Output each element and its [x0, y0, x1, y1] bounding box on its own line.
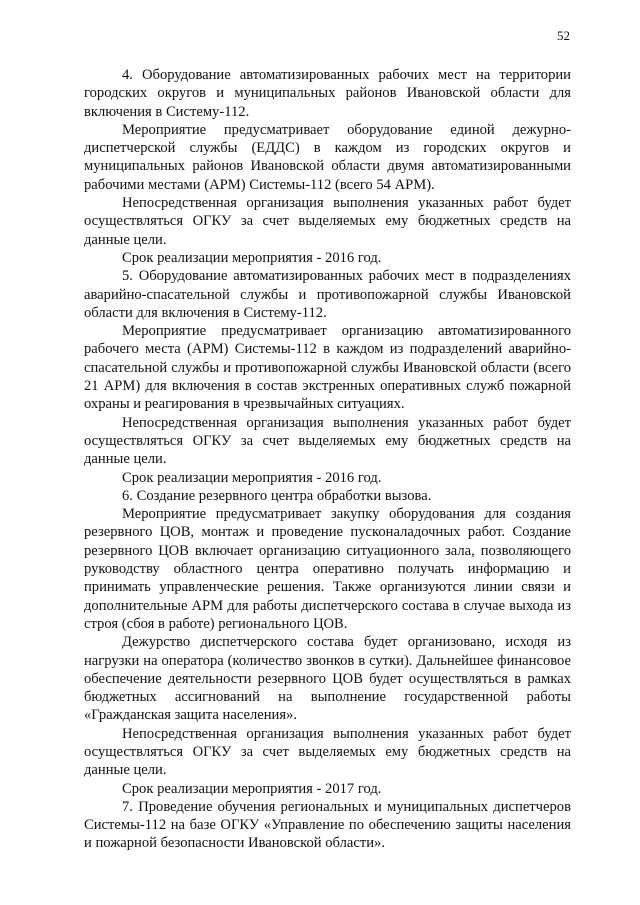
paragraph-item-5-heading: 5. Оборудование автоматизированных рабочих мест в подразделениях аварийно-спасательной службы и противопожарной службы Ивановской области для включения в Систему-112. — [84, 268, 571, 321]
paragraph-item-6-funding: Непосредственная организация выполнения указанных работ будет осуществляться ОГКУ за счет выделяемых ему бюджетных средств на данные цели. — [84, 725, 571, 779]
paragraph-item-7-heading: 7. Проведение обучения региональных и муниципальных диспетчеров Системы-112 на базе ОГКУ «Управление по обеспечению защиты населения и пожарной безопасности Ивановской области». — [84, 798, 571, 852]
paragraph-item-4-description: Мероприятие предусматривает оборудование единой дежурно-диспетчерской службы (ЕДДС) в каждом из городских округов и муниципальных районов Ивановской области двумя автоматизированными рабочими местами (АРМ) Системы-112 (всего 54 АРМ). — [84, 121, 571, 193]
document-body — [84, 66, 571, 853]
paragraph-item-6-description: Мероприятие предусматривает закупку оборудования для создания резервного ЦОВ, монтаж и проведение пусконаладочных работ. Создание резервного ЦОВ включает организацию ситуационного зала, позволяющего руководству областного центра оперативно получать информацию и принимать управленческие решения. Также организуются линии связи и дополнительные АРМ для работы диспетчерского состава в случае выхода из строя (сбоя в работе) регионального ЦОВ. — [84, 506, 571, 632]
paragraph-item-6-deadline: Срок реализации мероприятия - 2017 год. — [122, 780, 382, 797]
paragraph-item-5-deadline: Срок реализации мероприятия - 2016 год. — [122, 469, 382, 486]
paragraph-item-5-funding: Непосредственная организация выполнения указанных работ будет осуществляться ОГКУ за счет выделяемых ему бюджетных средств на данные цели. — [84, 414, 571, 468]
paragraph-item-4-deadline: Срок реализации мероприятия - 2016 год. — [122, 249, 382, 266]
paragraph-item-5-description: Мероприятие предусматривает организацию автоматизированного рабочего места (АРМ) Системы-112 в каждом из подразделений аварийно-спасательной службы и противопожарной службы Ивановской области (всего 21 АРМ) для включения в состав экстренных оперативных служб пожарной охраны и реагирования в чрезвычайных ситуациях. — [84, 323, 571, 413]
paragraph-item-4-funding: Непосредственная организация выполнения указанных работ будет осуществляться ОГКУ за счет выделяемых ему бюджетных средств на данные цели. — [84, 195, 571, 248]
paragraph-item-6-duty: Дежурство диспетчерского состава будет организовано, исходя из нагрузки на оператора (количество звонков в сутки). Дальнейшее финансовое обеспечение деятельности резервного ЦОВ будет осуществляться в рамках бюджетных ассигнований на выполнение государственной работы «Гражданская защита населения». — [84, 634, 571, 724]
paragraph-item-6-heading: 6. Создание резервного центра обработки вызова. — [122, 487, 432, 504]
page-number: 52 — [557, 28, 570, 43]
paragraph-item-4-heading: 4. Оборудование автоматизированных рабочих мест на территории городских округов и муниципальных районов Ивановской области для включения в Систему-112. — [84, 67, 571, 120]
